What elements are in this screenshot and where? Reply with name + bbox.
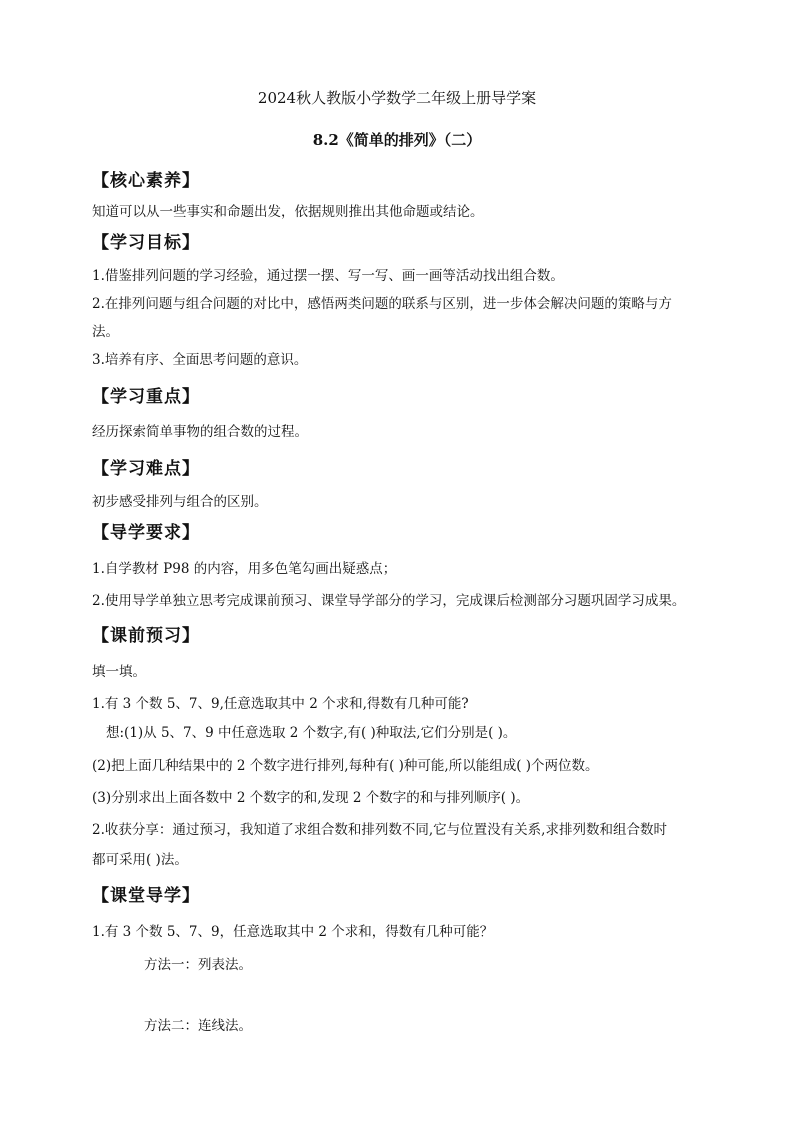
document-title: 2024秋人教版小学数学二年级上册导学案 bbox=[257, 89, 537, 107]
focus-text: 经历探索简单事物的组合数的过程。 bbox=[92, 424, 308, 440]
section-heading-requirements: 【导学要求】 bbox=[92, 523, 200, 543]
requirement-line-1: 1.自学教材 P98 的内容，用多色笔勾画出疑惑点； bbox=[92, 561, 397, 577]
goal-line-3: 3.培养有序、全面思考问题的意识。 bbox=[92, 352, 308, 368]
preview-question-1: 1.有 3 个数 5、7、9,任意选取其中 2 个求和,得数有几种可能? bbox=[92, 696, 469, 712]
preview-think-1: 想:(1)从 5、7、9 中任意选取 2 个数字,有( )种取法,它们分别是( )。 bbox=[106, 725, 517, 741]
lesson-title: 8.2《简单的排列》（二） bbox=[312, 131, 482, 149]
preview-think-3: (3)分别求出上面各数中 2 个数字的和,发现 2 个数字的和与排列顺序( )。 bbox=[92, 790, 530, 806]
goal-line-1: 1.借鉴排列问题的学习经验，通过摆一摆、写一写、画一画等活动找出组合数。 bbox=[92, 268, 564, 284]
preview-instruction: 填一填。 bbox=[92, 664, 146, 680]
section-heading-focus: 【学习重点】 bbox=[92, 387, 200, 407]
section-heading-difficulty: 【学习难点】 bbox=[92, 459, 200, 479]
section-heading-goals: 【学习目标】 bbox=[92, 233, 200, 253]
section-heading-classroom: 【课堂导学】 bbox=[92, 886, 200, 906]
classroom-question-1: 1.有 3 个数 5、7、9，任意选取其中 2 个求和，得数有几种可能？ bbox=[92, 924, 494, 940]
preview-think-2: (2)把上面几种结果中的 2 个数字进行排列,每种有( )种可能,所以能组成( )个两位数。 bbox=[92, 758, 599, 774]
goal-line-2-cont: 法。 bbox=[92, 324, 119, 340]
classroom-method-1: 方法一：列表法。 bbox=[144, 957, 252, 973]
classroom-method-2: 方法二：连线法。 bbox=[144, 1018, 252, 1034]
preview-share-line-2: 都可采用( )法。 bbox=[92, 852, 188, 868]
goal-line-2: 2.在排列问题与组合问题的对比中，感悟两类问题的联系与区别，进一步体会解决问题的策略与方 bbox=[92, 296, 672, 312]
preview-share-line-1: 2.收获分享：通过预习，我知道了求组合数和排列数不同,它与位置没有关系,求排列数和组合数时 bbox=[92, 822, 667, 838]
difficulty-text: 初步感受排列与组合的区别。 bbox=[92, 494, 268, 510]
core-text: 知道可以从一些事实和命题出发，依据规则推出其他命题或结论。 bbox=[92, 204, 484, 220]
section-heading-core: 【核心素养】 bbox=[92, 171, 200, 191]
section-heading-preview: 【课前预习】 bbox=[92, 626, 200, 646]
requirement-line-2: 2.使用导学单独立思考完成课前预习、课堂导学部分的学习，完成课后检测部分习题巩固学习成果。 bbox=[92, 593, 686, 609]
